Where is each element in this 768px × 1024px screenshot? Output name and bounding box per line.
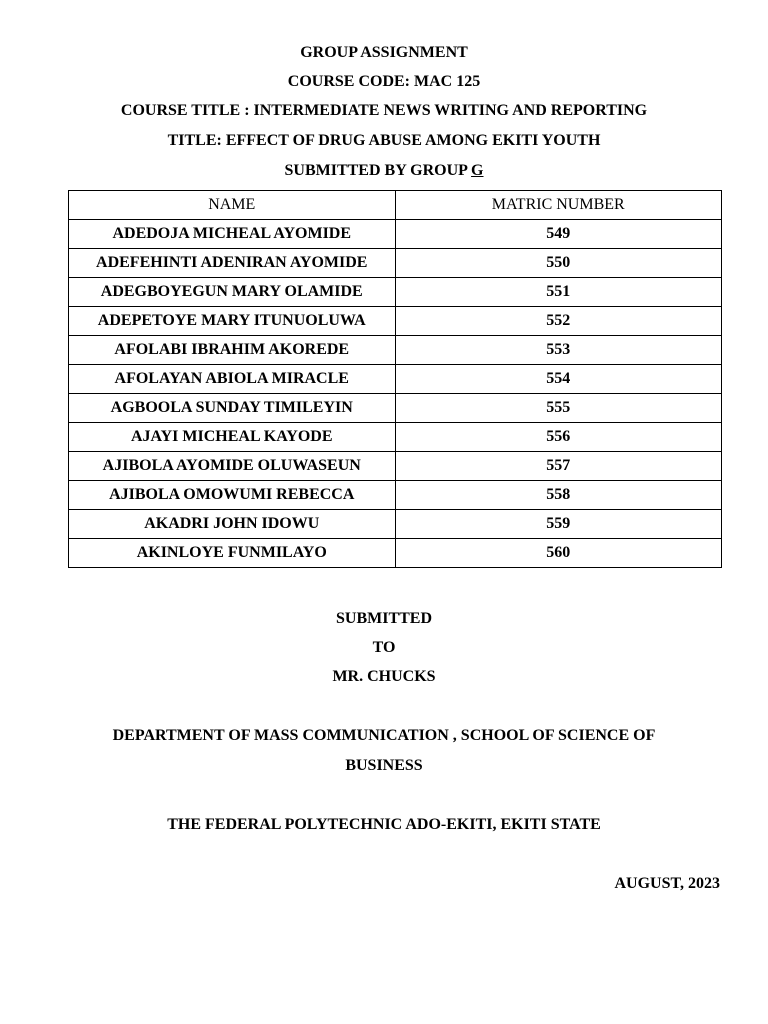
department-line-2: BUSINESS xyxy=(345,757,423,774)
member-name: AKINLOYE FUNMILAYO xyxy=(69,539,396,568)
table-row xyxy=(69,365,722,394)
course-title: COURSE TITLE : INTERMEDIATE NEWS WRITING AND REPORTING xyxy=(120,102,648,119)
matric-number: 557 xyxy=(395,452,722,481)
member-name: AJIBOLA AYOMIDE OLUWASEUN xyxy=(69,452,396,481)
matric-number: 553 xyxy=(395,336,722,365)
member-name: AGBOOLA SUNDAY TIMILEYIN xyxy=(69,394,396,423)
institution-name: THE FEDERAL POLYTECHNIC ADO-EKITI, EKITI STATE xyxy=(167,816,601,833)
matric-number: 552 xyxy=(395,307,722,336)
assignment-heading: GROUP ASSIGNMENT xyxy=(300,44,468,61)
member-name: AJAYI MICHEAL KAYODE xyxy=(69,423,396,452)
table-row xyxy=(69,510,722,539)
matric-number: 558 xyxy=(395,481,722,510)
member-name: AKADRI JOHN IDOWU xyxy=(69,510,396,539)
table-row xyxy=(69,423,722,452)
table-row xyxy=(69,220,722,249)
matric-number: 556 xyxy=(395,423,722,452)
member-name: ADEGBOYEGUN MARY OLAMIDE xyxy=(69,278,396,307)
table-row xyxy=(69,452,722,481)
member-name: AJIBOLA OMOWUMI REBECCA xyxy=(69,481,396,510)
submitted-by-group xyxy=(0,161,768,181)
matric-number: 559 xyxy=(395,510,722,539)
member-name: AFOLABI IBRAHIM AKOREDE xyxy=(69,336,396,365)
table-row xyxy=(69,249,722,278)
member-table-body xyxy=(69,220,722,568)
column-header-matric: MATRIC NUMBER xyxy=(395,191,722,220)
matric-number: 554 xyxy=(395,365,722,394)
column-header-name: NAME xyxy=(69,191,396,220)
member-name: ADEDOJA MICHEAL AYOMIDE xyxy=(69,220,396,249)
matric-number: 555 xyxy=(395,394,722,423)
course-code: COURSE CODE: MAC 125 xyxy=(287,73,481,90)
submission-date: AUGUST, 2023 xyxy=(614,875,720,892)
table-row xyxy=(69,278,722,307)
member-name: AFOLAYAN ABIOLA MIRACLE xyxy=(69,365,396,394)
to-label: TO xyxy=(372,639,396,656)
table-header-row xyxy=(69,191,722,220)
table-row xyxy=(69,336,722,365)
table-row xyxy=(69,394,722,423)
matric-number: 549 xyxy=(395,220,722,249)
member-table xyxy=(68,190,722,568)
department-line-1: DEPARTMENT OF MASS COMMUNICATION , SCHOOL OF SCIENCE OF xyxy=(112,727,656,744)
submitted-label: SUBMITTED xyxy=(335,610,433,627)
table-row xyxy=(69,539,722,568)
table-row xyxy=(69,481,722,510)
matric-number: 551 xyxy=(395,278,722,307)
recipient-name: MR. CHUCKS xyxy=(332,668,436,685)
submitted-by-label: SUBMITTED BY GROUP xyxy=(284,162,472,179)
member-name: ADEFEHINTI ADENIRAN AYOMIDE xyxy=(69,249,396,278)
project-title: TITLE: EFFECT OF DRUG ABUSE AMONG EKITI YOUTH xyxy=(167,132,601,149)
member-name: ADEPETOYE MARY ITUNUOLUWA xyxy=(69,307,396,336)
matric-number: 560 xyxy=(395,539,722,568)
matric-number: 550 xyxy=(395,249,722,278)
table-row xyxy=(69,307,722,336)
group-letter: G xyxy=(471,162,484,179)
